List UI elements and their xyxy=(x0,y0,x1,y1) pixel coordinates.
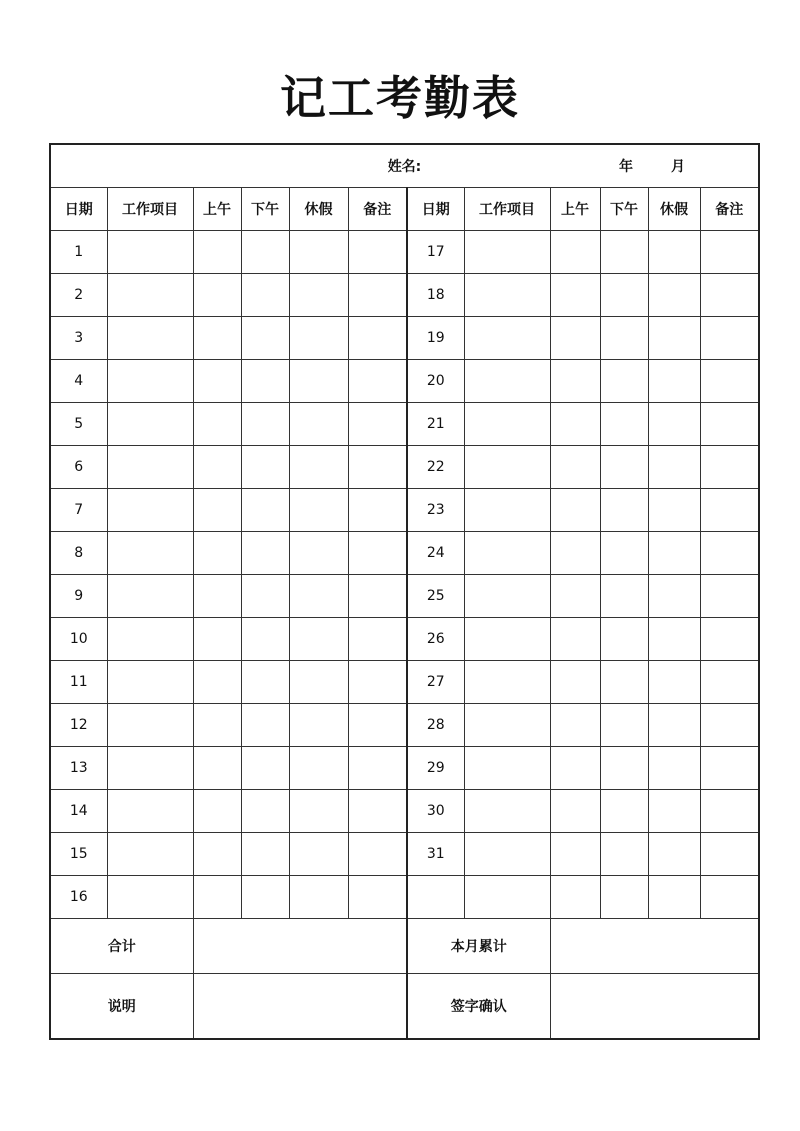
morning-cell[interactable] xyxy=(550,274,600,317)
month-label: 月 xyxy=(671,159,685,175)
remarks-cell[interactable] xyxy=(348,403,407,446)
leave-header-left: 休假 xyxy=(289,188,348,231)
remarks-cell[interactable] xyxy=(700,618,759,661)
work-item-cell[interactable] xyxy=(107,790,193,833)
work-item-cell[interactable] xyxy=(107,833,193,876)
total-row xyxy=(50,919,759,974)
day-number: 13 xyxy=(50,747,107,790)
leave-cell[interactable] xyxy=(648,747,700,790)
afternoon-cell[interactable] xyxy=(600,317,648,360)
day-number: 8 xyxy=(50,532,107,575)
day-number: 3 xyxy=(50,317,107,360)
leave-cell[interactable] xyxy=(648,704,700,747)
year-label: 年 xyxy=(619,159,633,175)
leave-cell[interactable] xyxy=(289,747,348,790)
table-row xyxy=(50,790,759,833)
remarks-cell[interactable] xyxy=(700,360,759,403)
leave-cell[interactable] xyxy=(289,489,348,532)
table-row xyxy=(50,704,759,747)
day-number: 29 xyxy=(407,747,464,790)
leave-cell[interactable] xyxy=(289,661,348,704)
day-number: 6 xyxy=(50,446,107,489)
afternoon-cell[interactable] xyxy=(600,661,648,704)
work-item-cell[interactable] xyxy=(107,747,193,790)
remarks-cell[interactable] xyxy=(348,446,407,489)
afternoon-cell[interactable] xyxy=(600,618,648,661)
morning-cell[interactable] xyxy=(550,532,600,575)
day-number: 12 xyxy=(50,704,107,747)
afternoon-cell[interactable] xyxy=(241,618,289,661)
remarks-cell[interactable] xyxy=(700,532,759,575)
morning-cell[interactable] xyxy=(193,403,241,446)
work-item-cell[interactable] xyxy=(107,231,193,274)
day-number: 15 xyxy=(50,833,107,876)
afternoon-cell[interactable] xyxy=(600,532,648,575)
leave-cell[interactable] xyxy=(648,575,700,618)
remarks-cell[interactable] xyxy=(700,446,759,489)
leave-cell[interactable] xyxy=(648,317,700,360)
total-value-cell[interactable] xyxy=(193,919,407,974)
morning-cell[interactable] xyxy=(193,360,241,403)
leave-cell[interactable] xyxy=(648,403,700,446)
day-number: 26 xyxy=(407,618,464,661)
morning-cell[interactable] xyxy=(193,575,241,618)
attendance-table xyxy=(49,143,760,1040)
date-header-right: 日期 xyxy=(407,188,464,231)
work-item-cell[interactable] xyxy=(464,704,550,747)
leave-cell[interactable] xyxy=(289,790,348,833)
morning-cell[interactable] xyxy=(550,360,600,403)
work-item-cell[interactable] xyxy=(464,446,550,489)
remarks-cell[interactable] xyxy=(348,360,407,403)
afternoon-cell[interactable] xyxy=(241,661,289,704)
morning-cell[interactable] xyxy=(193,317,241,360)
afternoon-cell[interactable] xyxy=(241,403,289,446)
morning-cell[interactable] xyxy=(193,704,241,747)
remarks-cell[interactable] xyxy=(700,790,759,833)
monthly-total-value-cell[interactable] xyxy=(550,919,759,974)
leave-cell[interactable] xyxy=(289,403,348,446)
header-row xyxy=(50,188,759,231)
table-row xyxy=(50,274,759,317)
day-number: 31 xyxy=(407,833,464,876)
remarks-cell[interactable] xyxy=(700,833,759,876)
leave-cell[interactable] xyxy=(289,231,348,274)
work-item-cell[interactable] xyxy=(464,317,550,360)
remarks-cell[interactable] xyxy=(348,661,407,704)
remarks-cell[interactable] xyxy=(348,876,407,919)
afternoon-cell[interactable] xyxy=(241,876,289,919)
work-item-cell[interactable] xyxy=(464,575,550,618)
remarks-cell[interactable] xyxy=(700,231,759,274)
leave-cell[interactable] xyxy=(289,360,348,403)
afternoon-cell[interactable] xyxy=(600,489,648,532)
day-number: 4 xyxy=(50,360,107,403)
remarks-cell[interactable] xyxy=(700,317,759,360)
afternoon-cell[interactable] xyxy=(241,231,289,274)
remarks-cell[interactable] xyxy=(348,833,407,876)
day-number: 27 xyxy=(407,661,464,704)
work-item-cell[interactable] xyxy=(107,876,193,919)
afternoon-cell[interactable] xyxy=(600,403,648,446)
signature-value-cell[interactable] xyxy=(550,974,759,1040)
afternoon-cell[interactable] xyxy=(600,575,648,618)
work-item-cell[interactable] xyxy=(464,489,550,532)
note-label: 说明 xyxy=(50,974,193,1040)
remarks-cell[interactable] xyxy=(348,618,407,661)
table-row xyxy=(50,231,759,274)
remarks-cell[interactable] xyxy=(700,876,759,919)
work-item-cell[interactable] xyxy=(107,532,193,575)
leave-cell[interactable] xyxy=(648,360,700,403)
morning-cell[interactable] xyxy=(550,661,600,704)
leave-cell[interactable] xyxy=(289,618,348,661)
morning-cell[interactable] xyxy=(550,876,600,919)
afternoon-cell[interactable] xyxy=(600,747,648,790)
table-row xyxy=(50,575,759,618)
morning-cell[interactable] xyxy=(550,446,600,489)
day-number: 9 xyxy=(50,575,107,618)
day-number: 17 xyxy=(407,231,464,274)
morning-header-left: 上午 xyxy=(193,188,241,231)
morning-cell[interactable] xyxy=(550,575,600,618)
table-row xyxy=(50,747,759,790)
remarks-cell[interactable] xyxy=(348,489,407,532)
work-item-cell[interactable] xyxy=(464,618,550,661)
work-item-cell[interactable] xyxy=(107,274,193,317)
work-item-cell[interactable] xyxy=(107,403,193,446)
afternoon-cell[interactable] xyxy=(241,489,289,532)
leave-cell[interactable] xyxy=(648,618,700,661)
signature-label: 签字确认 xyxy=(407,974,550,1040)
remarks-cell[interactable] xyxy=(700,661,759,704)
leave-cell[interactable] xyxy=(648,274,700,317)
day-number: 2 xyxy=(50,274,107,317)
day-number: 28 xyxy=(407,704,464,747)
afternoon-cell[interactable] xyxy=(241,790,289,833)
work-item-cell[interactable] xyxy=(107,704,193,747)
afternoon-cell[interactable] xyxy=(241,446,289,489)
morning-cell[interactable] xyxy=(193,274,241,317)
leave-cell[interactable] xyxy=(648,489,700,532)
morning-header-right: 上午 xyxy=(550,188,600,231)
leave-cell[interactable] xyxy=(648,876,700,919)
remarks-cell[interactable] xyxy=(348,532,407,575)
afternoon-cell[interactable] xyxy=(600,833,648,876)
work-item-header-left: 工作项目 xyxy=(107,188,193,231)
afternoon-cell[interactable] xyxy=(241,274,289,317)
leave-cell[interactable] xyxy=(289,532,348,575)
afternoon-cell[interactable] xyxy=(241,360,289,403)
remarks-cell[interactable] xyxy=(700,274,759,317)
work-item-cell[interactable] xyxy=(464,661,550,704)
work-item-cell[interactable] xyxy=(107,489,193,532)
afternoon-cell[interactable] xyxy=(600,790,648,833)
remarks-cell[interactable] xyxy=(700,747,759,790)
work-item-cell[interactable] xyxy=(107,317,193,360)
leave-cell[interactable] xyxy=(289,575,348,618)
morning-cell[interactable] xyxy=(193,532,241,575)
table-row xyxy=(50,532,759,575)
note-value-cell[interactable] xyxy=(193,974,407,1040)
leave-header-right: 休假 xyxy=(648,188,700,231)
remarks-cell[interactable] xyxy=(348,274,407,317)
work-item-cell[interactable] xyxy=(107,446,193,489)
name-row xyxy=(50,144,759,188)
afternoon-cell[interactable] xyxy=(241,575,289,618)
morning-cell[interactable] xyxy=(193,231,241,274)
remarks-cell[interactable] xyxy=(348,790,407,833)
day-number: 18 xyxy=(407,274,464,317)
morning-cell[interactable] xyxy=(550,790,600,833)
leave-cell[interactable] xyxy=(289,446,348,489)
remarks-cell[interactable] xyxy=(348,231,407,274)
morning-cell[interactable] xyxy=(193,876,241,919)
day-number: 16 xyxy=(50,876,107,919)
morning-cell[interactable] xyxy=(550,231,600,274)
afternoon-cell[interactable] xyxy=(241,833,289,876)
day-number: 22 xyxy=(407,446,464,489)
total-label: 合计 xyxy=(50,919,193,974)
work-item-cell[interactable] xyxy=(464,876,550,919)
day-number: 19 xyxy=(407,317,464,360)
table-row xyxy=(50,876,759,919)
remarks-header-right: 备注 xyxy=(700,188,759,231)
day-number: 23 xyxy=(407,489,464,532)
remarks-cell[interactable] xyxy=(348,704,407,747)
remarks-cell[interactable] xyxy=(348,575,407,618)
date-header-left: 日期 xyxy=(50,188,107,231)
work-item-cell[interactable] xyxy=(464,833,550,876)
table-row xyxy=(50,317,759,360)
day-number xyxy=(407,876,464,919)
day-number: 5 xyxy=(50,403,107,446)
day-number: 10 xyxy=(50,618,107,661)
work-item-cell[interactable] xyxy=(107,661,193,704)
morning-cell[interactable] xyxy=(550,704,600,747)
afternoon-cell[interactable] xyxy=(600,231,648,274)
afternoon-cell[interactable] xyxy=(600,876,648,919)
remarks-cell[interactable] xyxy=(700,575,759,618)
day-number: 20 xyxy=(407,360,464,403)
work-item-header-right: 工作项目 xyxy=(464,188,550,231)
afternoon-cell[interactable] xyxy=(241,317,289,360)
work-item-cell[interactable] xyxy=(464,790,550,833)
leave-cell[interactable] xyxy=(648,446,700,489)
table-row xyxy=(50,833,759,876)
table-row xyxy=(50,360,759,403)
table-row xyxy=(50,661,759,704)
work-item-cell[interactable] xyxy=(464,360,550,403)
morning-cell[interactable] xyxy=(550,317,600,360)
table-row xyxy=(50,403,759,446)
afternoon-cell[interactable] xyxy=(241,747,289,790)
morning-cell[interactable] xyxy=(193,489,241,532)
morning-cell[interactable] xyxy=(550,833,600,876)
morning-cell[interactable] xyxy=(550,403,600,446)
remarks-cell[interactable] xyxy=(700,489,759,532)
morning-cell[interactable] xyxy=(193,747,241,790)
morning-cell[interactable] xyxy=(550,489,600,532)
leave-cell[interactable] xyxy=(648,790,700,833)
afternoon-cell[interactable] xyxy=(600,274,648,317)
work-item-cell[interactable] xyxy=(464,274,550,317)
morning-cell[interactable] xyxy=(193,790,241,833)
day-number: 30 xyxy=(407,790,464,833)
day-number: 1 xyxy=(50,231,107,274)
monthly-total-label: 本月累计 xyxy=(407,919,550,974)
afternoon-cell[interactable] xyxy=(241,532,289,575)
remarks-header-left: 备注 xyxy=(348,188,407,231)
remarks-cell[interactable] xyxy=(700,704,759,747)
work-item-cell[interactable] xyxy=(107,360,193,403)
day-number: 7 xyxy=(50,489,107,532)
page-title: 记工考勤表 xyxy=(280,71,520,125)
leave-cell[interactable] xyxy=(648,833,700,876)
afternoon-cell[interactable] xyxy=(241,704,289,747)
morning-cell[interactable] xyxy=(550,747,600,790)
work-item-cell[interactable] xyxy=(464,532,550,575)
morning-cell[interactable] xyxy=(550,618,600,661)
work-item-cell[interactable] xyxy=(464,231,550,274)
afternoon-header-left: 下午 xyxy=(241,188,289,231)
leave-cell[interactable] xyxy=(648,661,700,704)
work-item-cell[interactable] xyxy=(107,575,193,618)
table-row xyxy=(50,618,759,661)
leave-cell[interactable] xyxy=(289,876,348,919)
morning-cell[interactable] xyxy=(193,446,241,489)
leave-cell[interactable] xyxy=(289,274,348,317)
morning-cell[interactable] xyxy=(193,618,241,661)
remarks-cell[interactable] xyxy=(700,403,759,446)
work-item-cell[interactable] xyxy=(464,747,550,790)
afternoon-cell[interactable] xyxy=(600,704,648,747)
day-number: 11 xyxy=(50,661,107,704)
work-item-cell[interactable] xyxy=(107,618,193,661)
day-number: 24 xyxy=(407,532,464,575)
afternoon-header-right: 下午 xyxy=(600,188,648,231)
leave-cell[interactable] xyxy=(289,833,348,876)
table-row xyxy=(50,446,759,489)
afternoon-cell[interactable] xyxy=(600,360,648,403)
morning-cell[interactable] xyxy=(193,661,241,704)
leave-cell[interactable] xyxy=(648,231,700,274)
work-item-cell[interactable] xyxy=(464,403,550,446)
leave-cell[interactable] xyxy=(289,704,348,747)
day-number: 25 xyxy=(407,575,464,618)
remarks-cell[interactable] xyxy=(348,317,407,360)
name-label: 姓名: xyxy=(387,159,422,175)
leave-cell[interactable] xyxy=(648,532,700,575)
afternoon-cell[interactable] xyxy=(600,446,648,489)
morning-cell[interactable] xyxy=(193,833,241,876)
table-row xyxy=(50,489,759,532)
day-number: 14 xyxy=(50,790,107,833)
remarks-cell[interactable] xyxy=(348,747,407,790)
day-number: 21 xyxy=(407,403,464,446)
leave-cell[interactable] xyxy=(289,317,348,360)
note-row xyxy=(50,974,759,1040)
